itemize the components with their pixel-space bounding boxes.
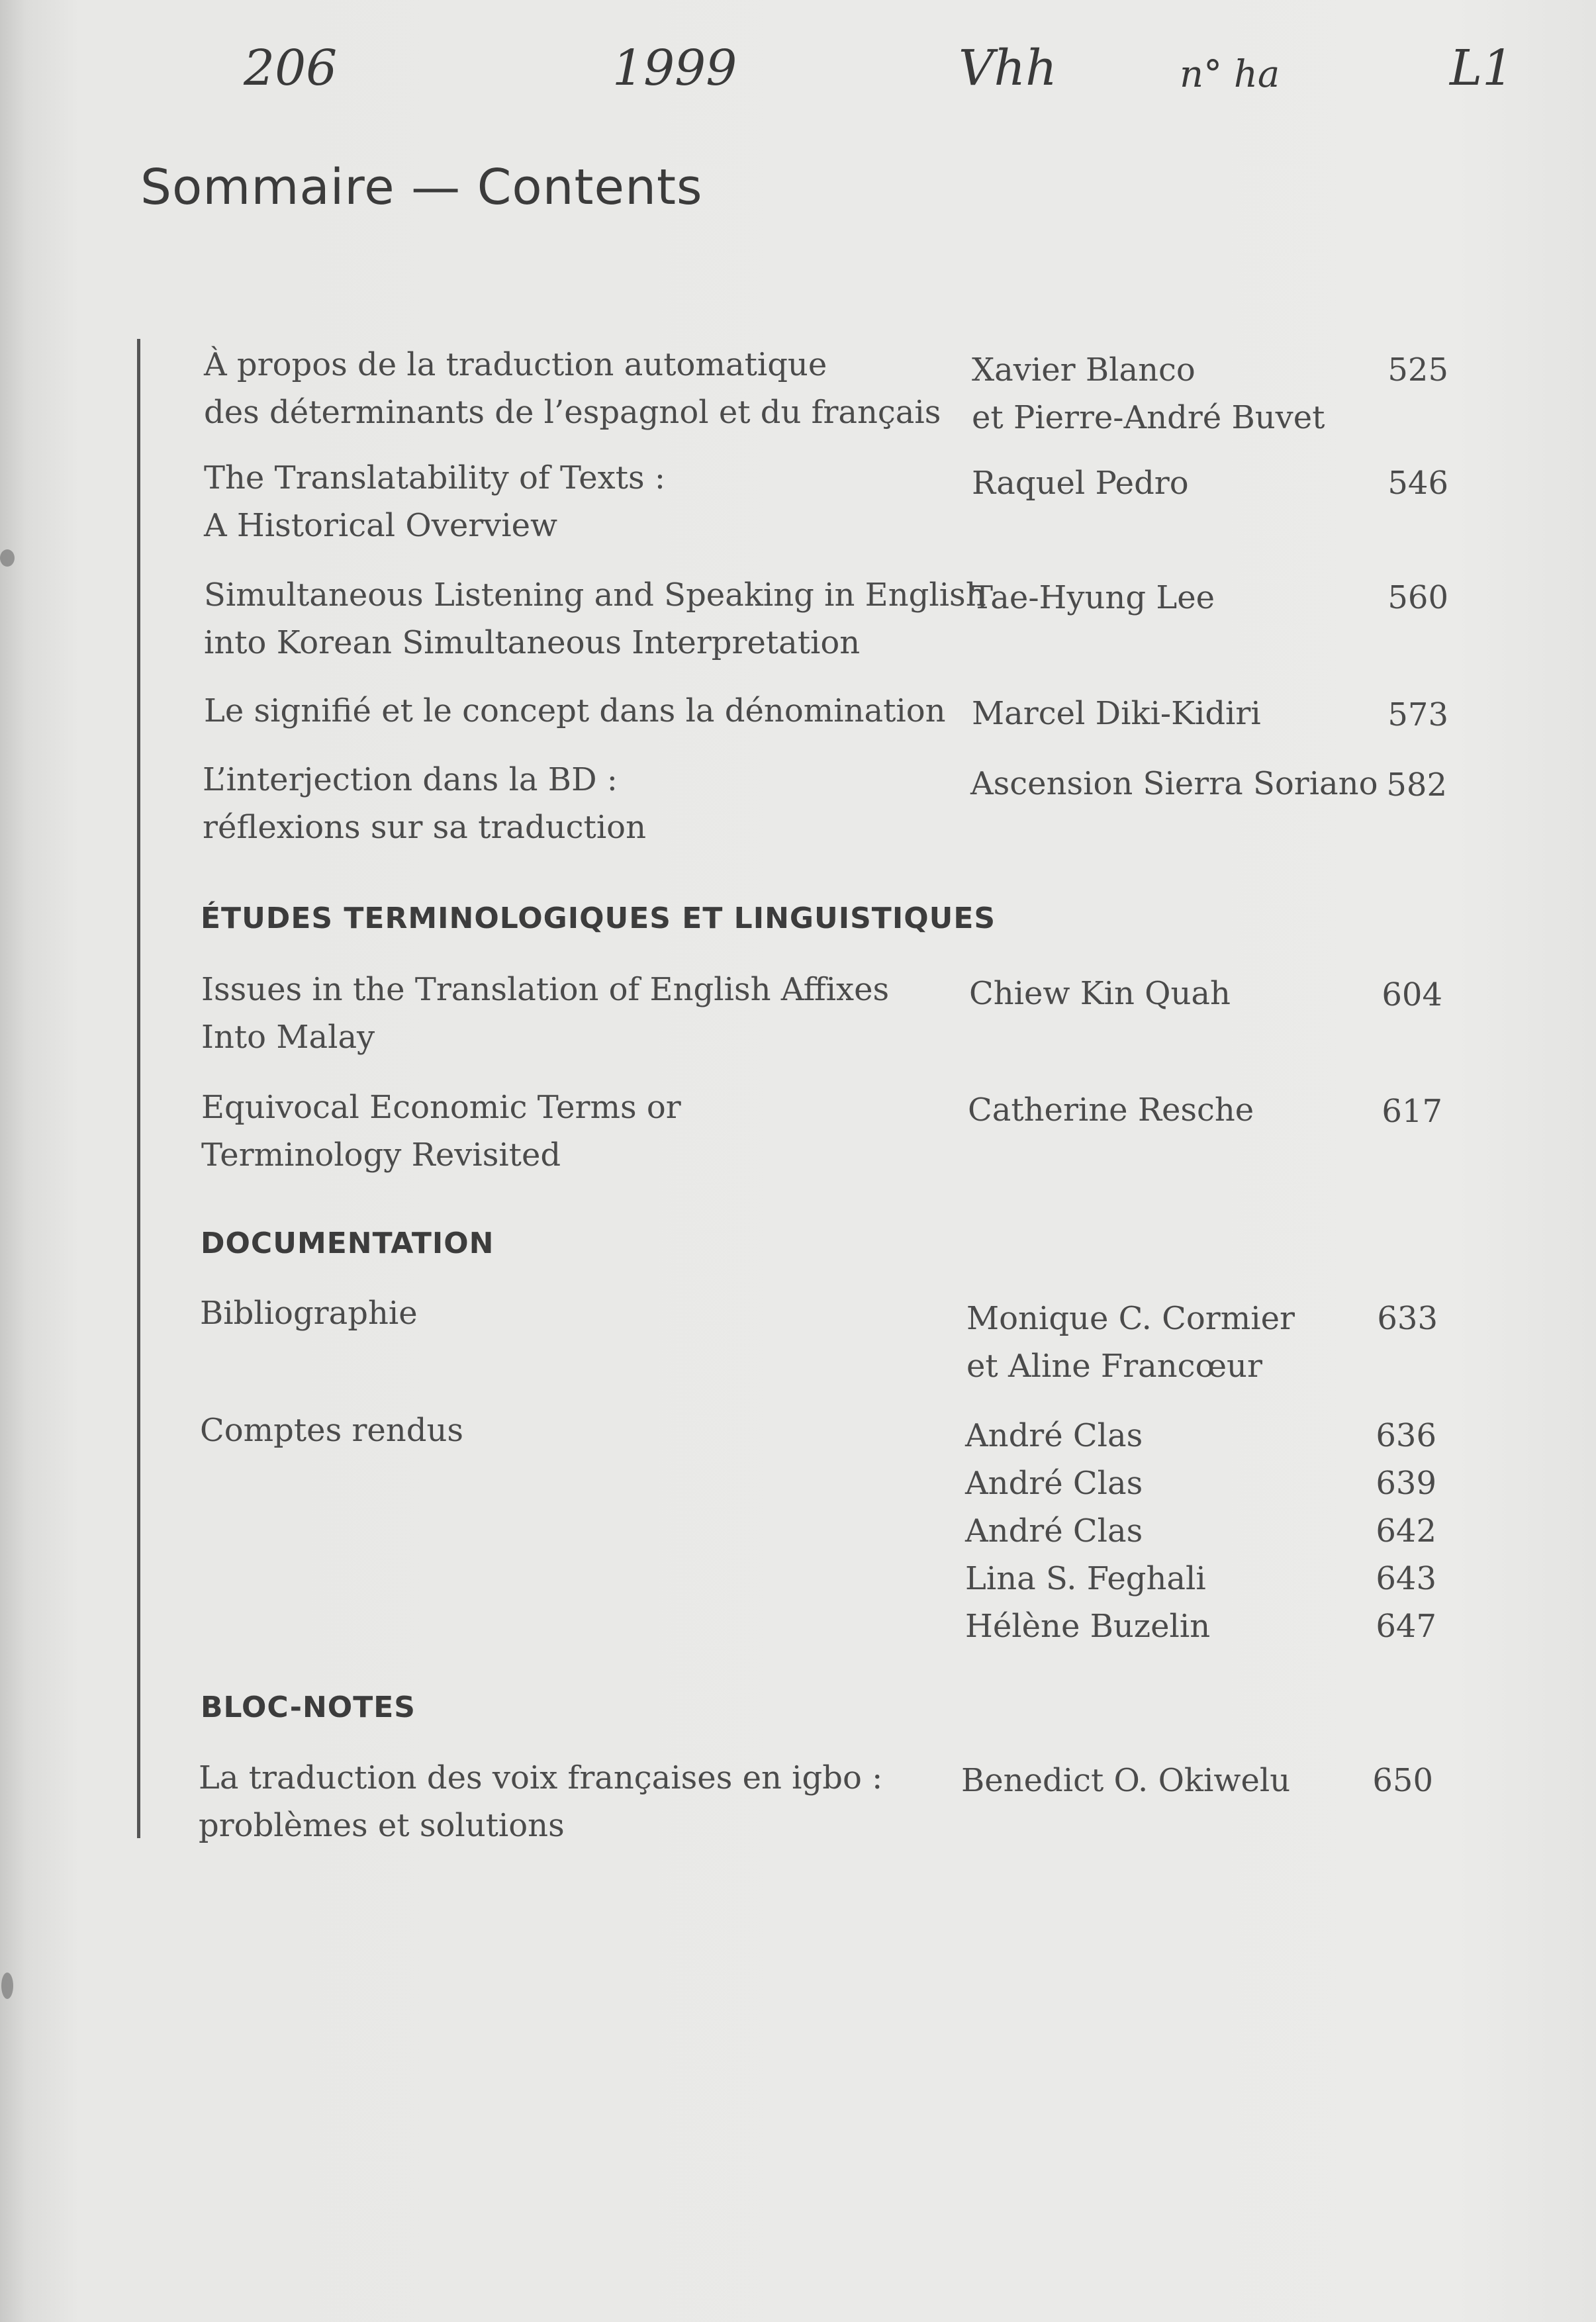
entry-page: 546 — [1387, 465, 1448, 502]
entry-title: Comptes rendus — [200, 1412, 463, 1449]
handwritten-note: n° ha — [1180, 53, 1280, 96]
entry-title: À propos de la traduction automatique des déterminants de l’espagnol et du français — [204, 346, 941, 431]
handwritten-note: Vhh — [959, 40, 1057, 97]
page-title: Sommaire — Contents — [140, 159, 703, 216]
section-heading: BLOC-NOTES — [201, 1691, 416, 1724]
entry-page: 617 — [1382, 1093, 1442, 1130]
entry-author: Marcel Diki-Kidiri — [972, 695, 1261, 732]
entry-page: 650 — [1372, 1762, 1433, 1799]
entry-title: Simultaneous Listening and Speaking in English into Korean Simultaneous Interpretation — [204, 577, 986, 661]
binding-mark — [0, 549, 15, 567]
entry-author: Tae-Hyung Lee — [972, 579, 1215, 616]
section-heading: ÉTUDES TERMINOLOGIQUES ET LINGUISTIQUES — [201, 902, 996, 935]
entry-page: 525 — [1387, 351, 1448, 389]
entry-title: Bibliographie — [200, 1295, 418, 1332]
entry-author: Xavier Blanco et Pierre-André Buvet — [972, 351, 1325, 436]
entry-title: La traduction des voix françaises en igbo : problèmes et solutions — [199, 1759, 883, 1844]
entry-author: Monique C. Cormier et Aline Francœur — [966, 1300, 1295, 1385]
entry-page: 582 — [1386, 766, 1447, 804]
handwritten-note: 1999 — [612, 40, 737, 97]
binding-mark — [1, 1973, 13, 1999]
entry-page: 604 — [1382, 976, 1442, 1013]
entry-title: L’interjection dans la BD : réflexions sur sa traduction — [203, 761, 646, 846]
entry-pages: 636 639 642 643 647 — [1376, 1417, 1436, 1645]
handwritten-note: 206 — [244, 40, 338, 97]
entry-author: Catherine Resche — [968, 1091, 1254, 1129]
section-heading: DOCUMENTATION — [201, 1227, 494, 1260]
entry-page: 560 — [1387, 579, 1448, 616]
entry-author: André Clas André Clas André Clas Lina S. Feghali Hélène Buzelin — [965, 1417, 1211, 1645]
entry-title: Le signifié et le concept dans la dénomination — [204, 692, 946, 729]
entry-author: Raquel Pedro — [972, 465, 1189, 502]
entry-page: 633 — [1377, 1300, 1438, 1337]
entry-page: 573 — [1387, 696, 1448, 733]
entry-author: Chiew Kin Quah — [969, 975, 1231, 1012]
entry-author: Ascension Sierra Soriano — [970, 765, 1378, 802]
entry-title: The Translatability of Texts : A Historical Overview — [204, 459, 666, 544]
entry-title: Issues in the Translation of English Affixes Into Malay — [201, 971, 890, 1056]
handwritten-note: L1 — [1450, 40, 1514, 97]
entry-author: Benedict O. Okiwelu — [961, 1762, 1291, 1799]
entry-title: Equivocal Economic Terms or Terminology Revisited — [201, 1089, 681, 1174]
vertical-rule — [137, 339, 140, 1838]
